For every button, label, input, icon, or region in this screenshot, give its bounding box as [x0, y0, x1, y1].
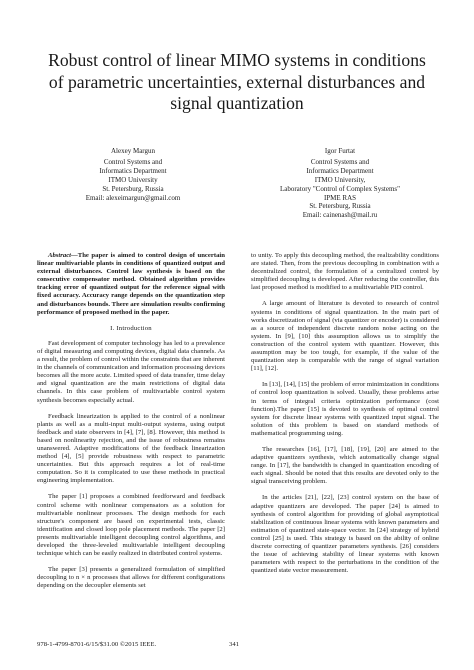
paper-title: Robust control of linear MIMO systems in conditions of parametric uncertainties, external disturbances and signal quantization — [48, 50, 426, 113]
paragraph: The researches [16], [17], [18], [19], [20] are aimed to the adaptive quantizers synthesis, which automatically change signal range. In [17], the bandwidth is changed in quantization encoding of each signal. Should be noted that this results are devoted only to the signal transceiving problem. — [251, 445, 439, 486]
paragraph: Feedback linearization is applied to the control of a nonlinear plants as well as a multi-input multi-output systems, using output feedback and state observers in [4], [7], [8]. However, this method is based on nonlinearity rejection, and the issue of robustness remains unanswered. Adaptive modifications of the feedback linearization method [4], [5] provide robustness with respect to parametric uncertainties. But this approach requires a lot of real-time computation. So it is complicated to use these methods in practical engineering implementation. — [37, 412, 225, 485]
abstract — [37, 252, 225, 317]
footer-isbn: 978-1-4799-8701-6/15/$31.00 ©2015 IEEE. — [37, 641, 157, 648]
paragraph: The paper [3] presents a generalized formulation of simplified decoupling to n × n processes that allows for different configurations depending on the decoupler elements set — [37, 566, 225, 590]
right-column — [251, 252, 439, 575]
author-location-line: St. Petersburg, Russia — [102, 184, 164, 193]
author-affiliation-line: Control Systems and — [310, 157, 370, 166]
abstract-lead: Abstract — [48, 252, 72, 259]
author-affiliation-line: IPME RAS — [323, 193, 357, 202]
left-column — [37, 252, 225, 590]
author-affiliation-line: ITMO University, — [314, 175, 366, 184]
author-location-line: St. Petersburg, Russia — [309, 202, 371, 211]
paragraph: In the articles [21], [22], [23] control system on the base of adaptive quantizers are developed. The paper [24] is aimed to synthesis of control algorithm for providing of global asymptotical stabilization of continuous linear systems with known parameters and estimation of quantized state-space vector. In [24] strategy of hybrid control [25] is used. This strategy is based on the ability of online discrete correcting of quantizer parameters synthesis. [26] considers the issue of achieving stability of linear systems with known parameters with respect to the perturbations in the condition of the quantized state vector measurement. — [251, 494, 439, 575]
paragraph: to unity. To apply this decoupling method, the realizability conditions are stated. Then, from the previous decoupling in combination with a decentralized control, the formulation of a centralized control by simplified decoupling is developed. After reducing the controller, this last proposed method is modified to a multivariable PID control. — [251, 252, 439, 292]
paragraph: The paper [1] proposes a combined feedforward and feedback control scheme with nonlinear compensators as a solution for multivariable nonlinear processes. The design methods for each structure's component are based on experimental tests, classic identification and closed loop pole placement methods. The paper [2] presents multivariable intelligent decoupling control algorithms, and developed the three-leveled multivariable intelligent decoupling technique which can be easily realized in distributed control systems. — [37, 493, 225, 558]
abstract-text: —The paper is aimed to control design of uncertain linear multivariable plants in conditions of quantized output and external disturbances. Control law synthesis is based on the consecutive compensator method. Obtained algorithm provides tracking error of quantized output for the reference signal with fixed accuracy. Accuracy range depends on the quantization step and disturbances bounds. There are simulation results confirming performance of proposed method in the paper. — [37, 252, 225, 316]
author-affiliation-line: Control Systems and — [103, 157, 163, 166]
paragraph: A large amount of literature is devoted to research of control systems in conditions of signal quantization. In the main part of works discretization of signal (via quantizer or encoder) is considered as a source of independent discrete random noise acting on the system. In [9], [10] this assumption allows us to simplify the construction of the control system with quantizer. However, this assumption may be too tough, for example, if the value of the quantization step is comparable with the range of signal variation [11], [12]. — [251, 300, 439, 373]
page-number: 341 — [229, 641, 240, 648]
paragraph: In [13], [14], [15] the problem of error minimization in conditions of control loop quantization is solved. Usually, these problems arise in terms of integral criteria optimization performance (cost function).The paper [15] is devoted to synthesis of optimal control system for discrete linear systems with quantized input signal. The solution of this problem is based on standard methods of mathematical programming using. — [251, 381, 439, 437]
author-name: Igor Furtat — [324, 147, 356, 155]
section-heading-introduction: I. Introduction — [110, 324, 152, 332]
author-email: Email: alexeimargun@gmail.com — [85, 193, 181, 202]
paragraph: Fast development of computer technology has led to a prevalence of digital measuring and computing devices, digital data channels. As a result, the problem of control within the constraints that are inherent in the channels of communication and information processing devices becomes all the more acute. Limited speed of data transfer, time delay and signal quantization are the main restrictions of digital data channels. In this case problem of multivariable control system synthesis becomes especially actual. — [37, 339, 225, 404]
author-name: Alexey Margun — [111, 147, 155, 155]
author-affiliation-line: Informatics Department — [306, 166, 374, 175]
author-email: Email: cainenash@mail.ru — [302, 211, 378, 220]
author-affiliation-line: ITMO University — [108, 175, 158, 184]
author-block-furtat — [250, 147, 430, 220]
author-affiliation-line: Informatics Department — [99, 166, 167, 175]
author-affiliation-line: Laboratory "Control of Complex Systems" — [279, 184, 401, 193]
author-block-margun — [60, 147, 206, 202]
